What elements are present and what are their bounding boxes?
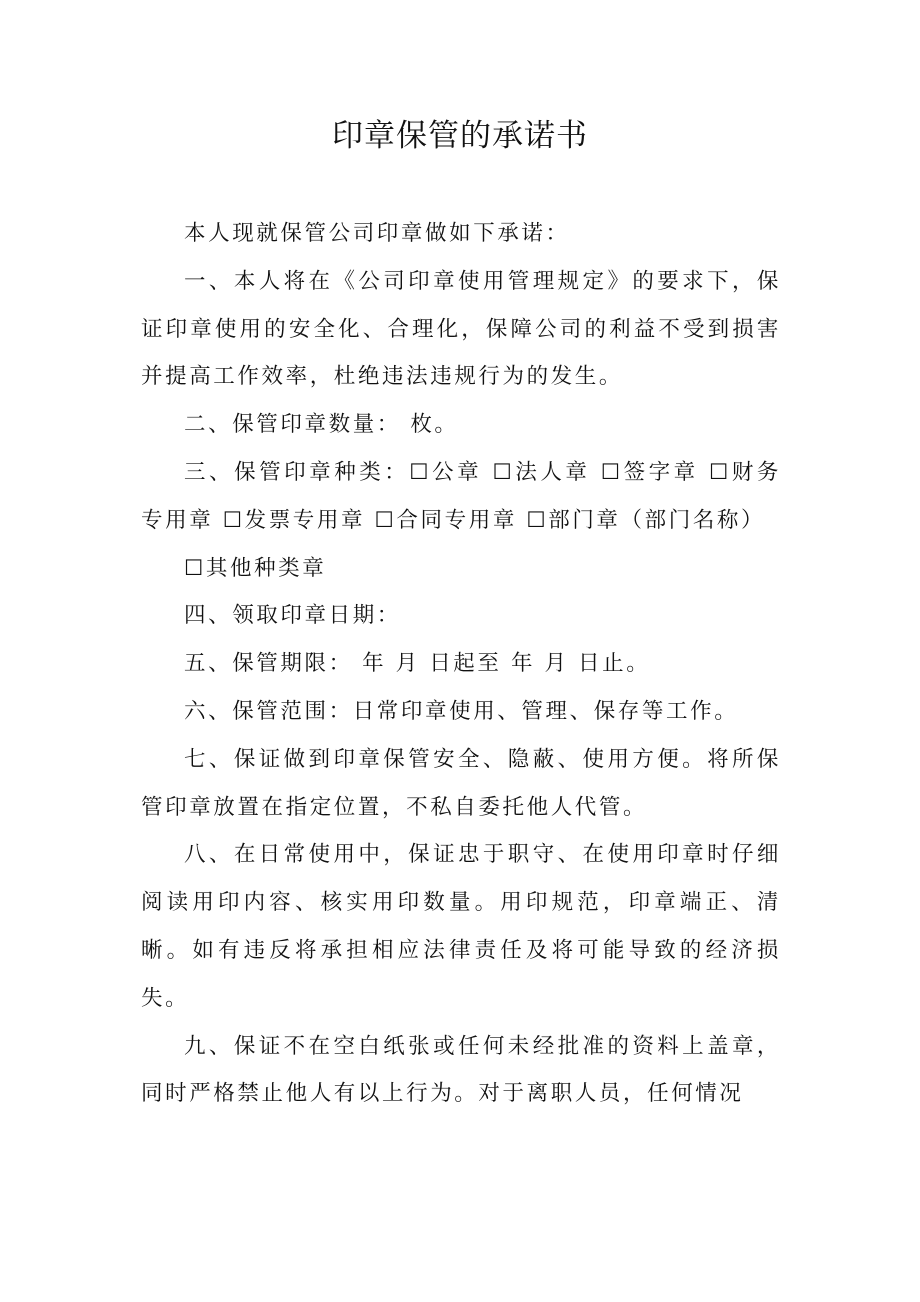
paragraph-item-1: 一、本人将在《公司印章使用管理规定》的要求下，保证印章使用的安全化、合理化，保障公司的利益不受到损害并提高工作效率，杜绝违法违规行为的发生。 (141, 268, 781, 390)
paragraph-item-7: 七、保证做到印章保管安全、隐蔽、使用方便。将所保管印章放置在指定位置，不私自委托他人代管。 (141, 746, 781, 820)
document-body (141, 210, 781, 1118)
document-title: 印章保管的承诺书 (332, 118, 588, 154)
paragraph-item-4: 四、领取印章日期： (184, 603, 401, 629)
paragraph-item-3-seal-types: 三、保管印章种类：☐公章 ☐法人章 ☐签字章 ☐财务专用章 ☐发票专用章 ☐合同专用章 ☐部门章（部门名称） (141, 459, 781, 533)
paragraph-item-9: 九、保证不在空白纸张或任何未经批准的资料上盖章，同时严格禁止他人有以上行为。对于离职人员，任何情况 (141, 1033, 781, 1107)
paragraph-item-6: 六、保管范围：日常印章使用、管理、保存等工作。 (184, 698, 739, 724)
paragraph-other-seal-types: ☐其他种类章 (184, 555, 327, 581)
paragraph-item-5: 五、保管期限： 年 月 日起至 年 月 日止。 (184, 651, 651, 677)
paragraph-item-2: 二、保管印章数量： 枚。 (184, 412, 459, 438)
paragraph-intro: 本人现就保管公司印章做如下承诺： (184, 221, 570, 246)
paragraph-item-8: 八、在日常使用中，保证忠于职守、在使用印章时仔细阅读用印内容、核实用印数量。用印规范，印章端正、清晰。如有违反将承担相应法律责任及将可能导致的经济损失。 (141, 842, 781, 1011)
